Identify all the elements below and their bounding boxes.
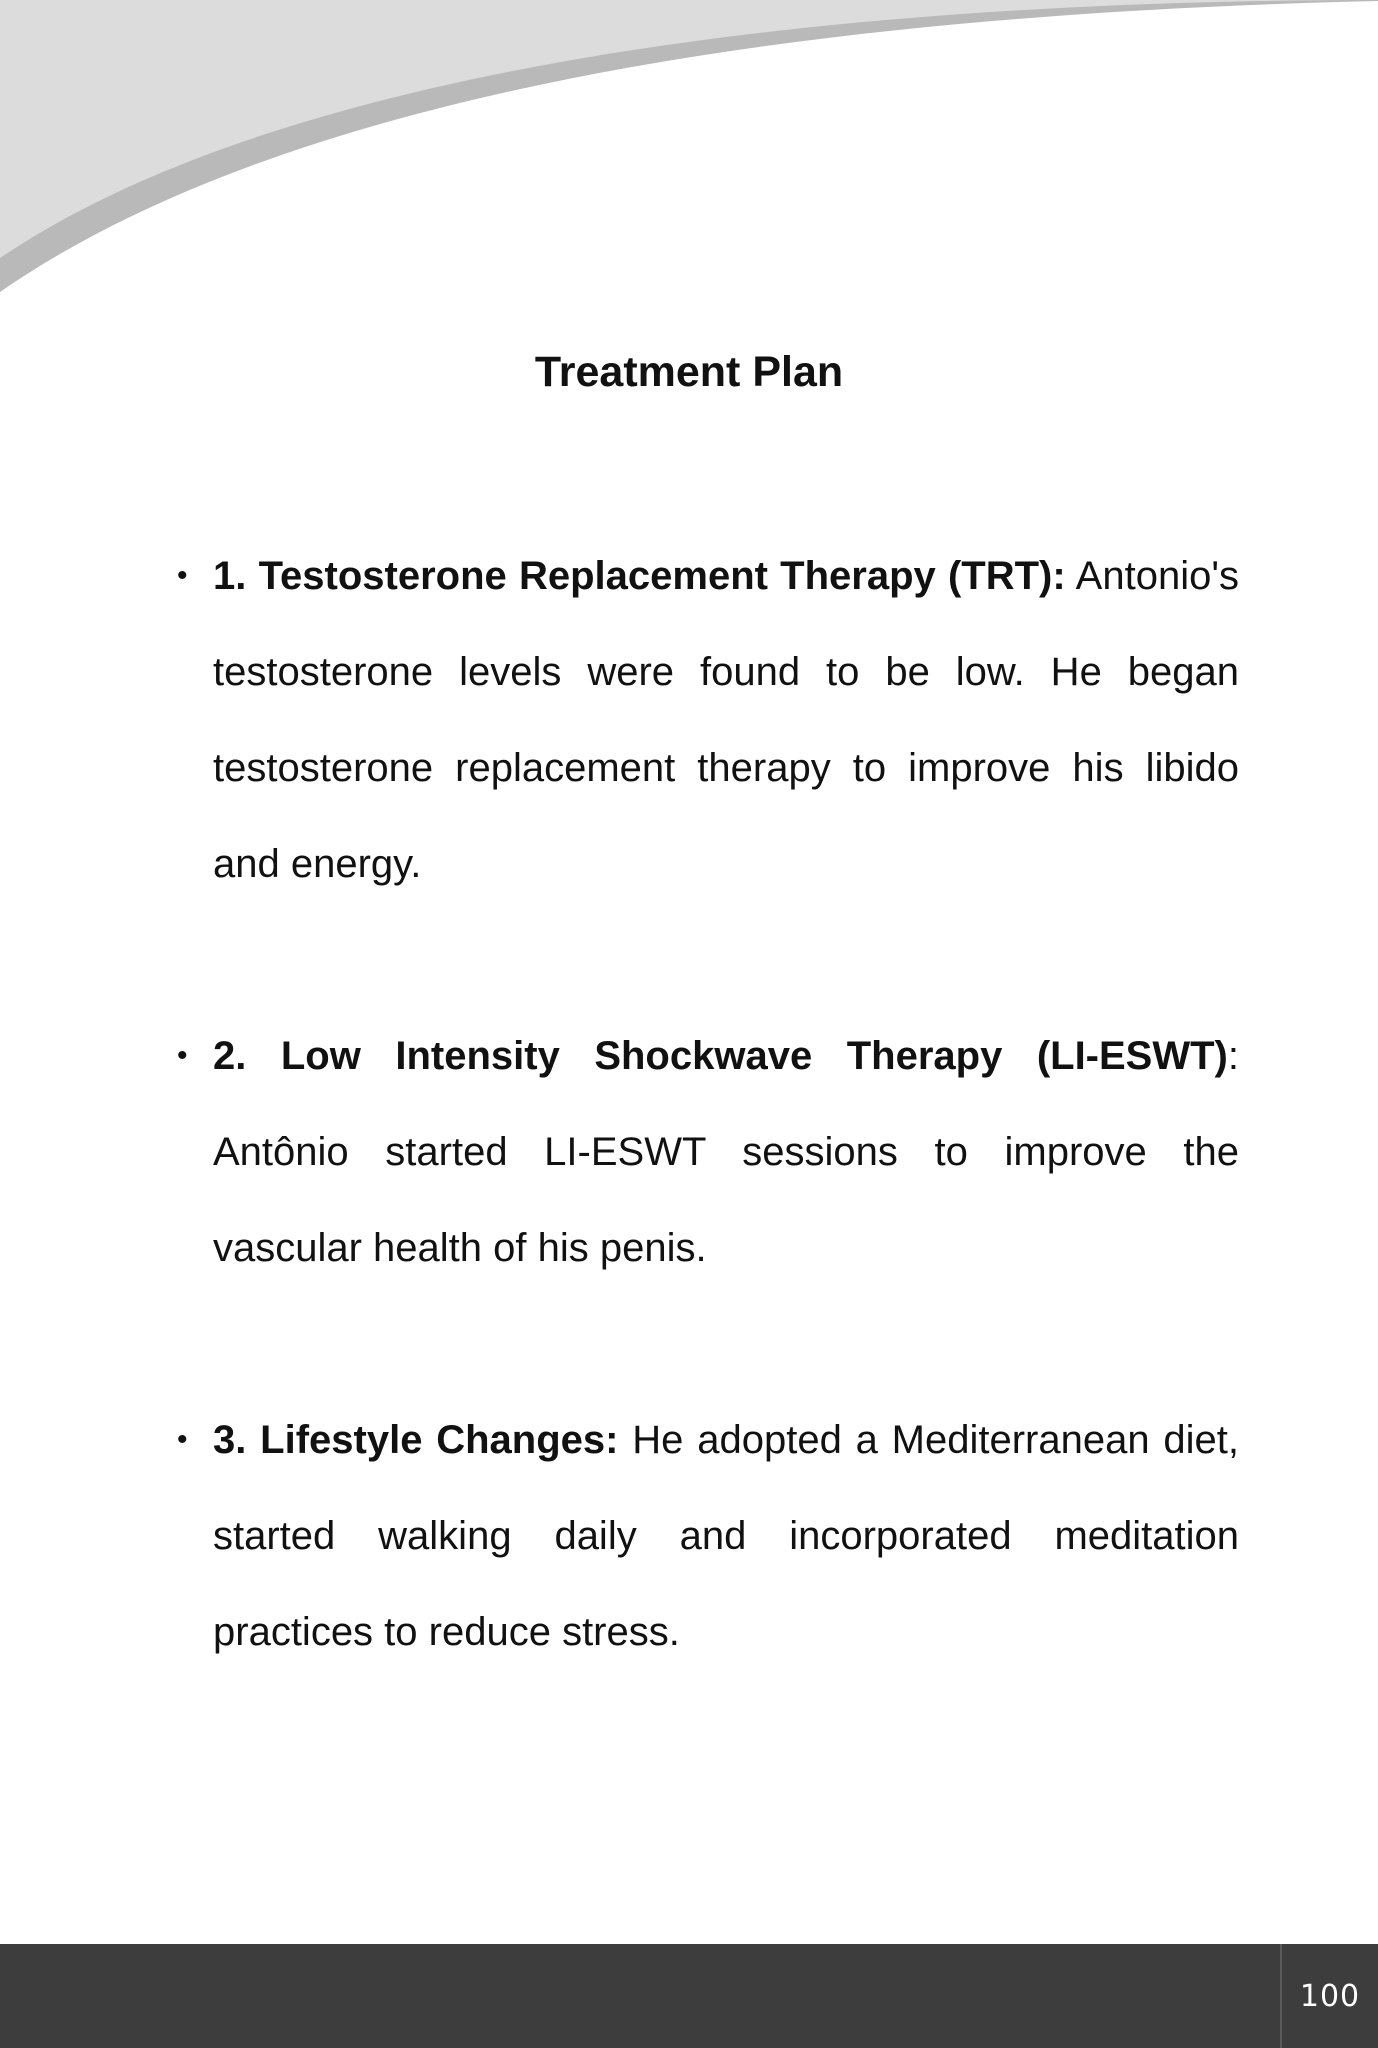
header-swoosh-decoration (0, 0, 1378, 300)
list-item (177, 528, 1239, 912)
list-item (177, 1008, 1239, 1296)
page-number-box (1280, 1944, 1378, 2048)
item-heading: 3. Lifestyle Changes: (213, 1418, 619, 1462)
bullet-icon: • (177, 1039, 188, 1072)
bullet-icon: • (177, 1423, 188, 1456)
item-heading: 1. Testosterone Replacement Therapy (TRT): (213, 554, 1066, 598)
footer-bar (0, 1944, 1378, 2048)
item-text: Antonio's testosterone levels were found to be low. He began testosterone replacement therapy to improve his libido and energy. (213, 554, 1239, 886)
item-separator: : (1227, 1034, 1239, 1078)
treatment-list (177, 528, 1239, 1776)
swoosh-fill (0, 0, 1378, 258)
item-text: Antônio started LI-ESWT sessions to improve the vascular health of his penis. (213, 1130, 1239, 1270)
list-item (177, 1392, 1239, 1680)
item-text: He adopted a Mediterranean diet, started walking daily and incorporated meditation practices to reduce stress. (213, 1418, 1239, 1654)
page-title: Treatment Plan (534, 348, 844, 396)
bullet-icon: • (177, 559, 188, 592)
item-heading: 2. Low Intensity Shockwave Therapy (LI-ESWT) (213, 1034, 1228, 1078)
page-number: 100 (1299, 1978, 1361, 2014)
